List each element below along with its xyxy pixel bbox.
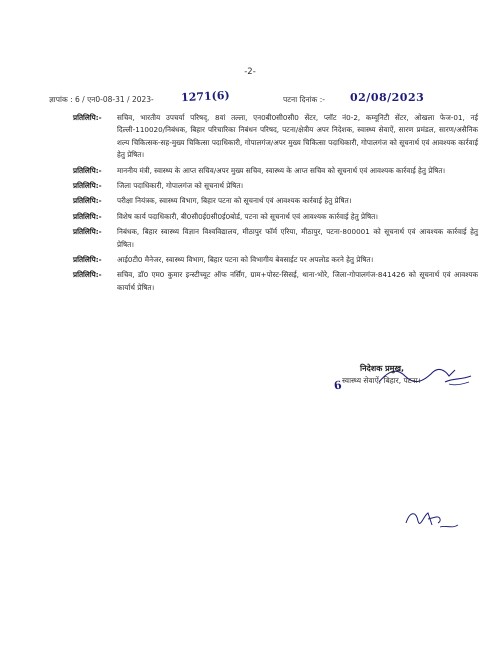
- copy-entry: [73, 226, 478, 251]
- copy-entry-text: विशेष कार्य पदाधिकारी, बी0सी0ई0सी0ई0बोर्ड, पटना को सूचनार्थ एवं आवश्यक कार्रवाई हेतु प्रेषित।: [117, 211, 378, 221]
- copy-entry-text: माननीय मंत्री, स्वास्थ्य के आप्त सचिव/अपर मुख्य सचिव, स्वास्थ्य के आप्त सचिव को सूचनार्थ एवं आवश्यक कार्रवाई हेतु प्रेषित।: [117, 165, 446, 175]
- copy-entry: [73, 180, 478, 192]
- memo-reference-handwritten: 1271(6): [180, 88, 230, 105]
- copy-entry-label: प्रतिलिपि:-: [73, 165, 102, 175]
- copy-entry-label: प्रतिलिपि:-: [73, 181, 102, 191]
- copy-entry: [73, 165, 478, 177]
- copy-entry-label: प्रतिलिपि:-: [73, 211, 102, 221]
- copy-entry-text: सचिव, डॉ0 एम0 कुमार इन्स्टीच्यूट ऑफ नर्सिंग, ग्राम+पोस्ट-सिसई, थाना-भोरे, जिला-गोपालगंज-841426 को सूचनार्थ एवं आवश्यक कार्यार्थ प्रेषित।: [117, 270, 478, 292]
- copy-entry-label: प्रतिलिपि:-: [73, 255, 102, 265]
- copy-entry-text: निबंधक, बिहार स्वास्थ्य विज्ञान विश्वविद्यालय, मीठापुर फॉर्म एरिया, मीठापुर, पटना-800001 को सूचनार्थ एवं आवश्यक कार्रवाई हेतु प्रेषित।: [117, 227, 478, 249]
- copy-entry: [73, 112, 478, 162]
- copy-entry: [73, 211, 478, 223]
- handwritten-mark: 6: [333, 378, 343, 393]
- copy-entry: [73, 269, 478, 294]
- copy-to-list: [73, 112, 478, 297]
- handwritten-initials: [402, 507, 462, 533]
- memo-reference-label: ज्ञापांक : 6 / एन0-08-31 / 2023-: [49, 95, 154, 104]
- copy-entry-label: प्रतिलिपि:-: [73, 113, 102, 122]
- copy-entry-text: सचिव, भारतीय उपचर्या परिषद्, 8वां तल्ला, एन0बी0सी0सी0 सेंटर, प्लॉट नं0-2, कम्यूनिटी सेंटर, ओखला फेज-01, नई दिल्ली-110020/निबंधक, बिहार परिचारिका निबंधन परिषद, पटना/क्षेत्रीय अपर निदेशक, स्वास्थ्य सेवाऐं, सारण प्रमंडल, सारण/असैनिक शल्य चिकित्सक-सह-मुख्य चिकित्सा पदाधिकारी, गोपालगंज/अपर मुख्य चिकित्सा पदाधिकारी, गोपालगंज को सूचनार्थ एवं आवश्यक कार्रवाई हेतु प्रेषित।: [117, 113, 478, 160]
- date-label: पटना दिनांक :-: [283, 95, 325, 104]
- copy-entry: [73, 254, 478, 266]
- copy-entry-label: प्रतिलिपि:-: [73, 270, 102, 280]
- copy-entry-label: प्रतिलिपि:-: [73, 196, 102, 206]
- copy-entry-label: प्रतिलिपि:-: [73, 227, 102, 237]
- signatory-title: निदेशक प्रमुख,: [360, 364, 405, 373]
- copy-entry-text: जिला पदाधिकारी, गोपालगंज को सूचनार्थ प्रेषित।: [117, 181, 244, 191]
- page-number: -2-: [244, 67, 256, 77]
- copy-entry-text: आई0टी0 मैनेजर, स्वास्थ्य विभाग, बिहार पटना को विभागीय बेवसाईट पर अपलोड करने हेतु प्रेषित।: [117, 255, 374, 265]
- signatory-office: स्वास्थ्य सेवाऐं, बिहार, पटना।: [342, 376, 421, 385]
- copy-entry-text: परीक्षा नियंत्रक, स्वास्थ्य विभाग, बिहार पटना को सूचनार्थ एवं आवश्यक कार्रवाई हेतु प्रेषित।: [117, 196, 352, 206]
- copy-entry: [73, 195, 478, 207]
- date-handwritten: 02/08/2023: [350, 91, 425, 104]
